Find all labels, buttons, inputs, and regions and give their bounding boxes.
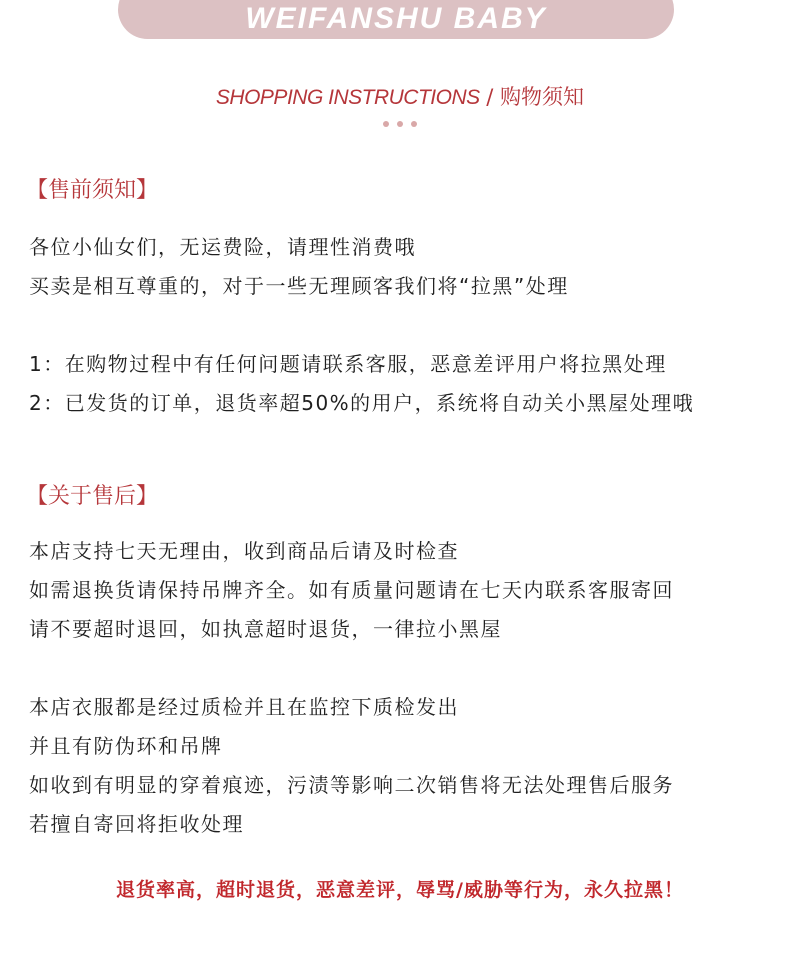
aftersale-line: 若擅自寄回将拒收处理 [29, 812, 244, 836]
brand-banner [118, 0, 674, 39]
aftersale-line: 请不要超时退回，如执意超时退货，一律拉小黑屋 [29, 617, 502, 641]
warning-notice: 退货率高，超时退货，恶意差评，辱骂/威胁等行为，永久拉黑！ [116, 879, 684, 901]
aftersale-line: 并且有防伪环和吊牌 [29, 734, 223, 758]
aftersale-line: 如需退换货请保持吊牌齐全。如有质量问题请在七天内联系客服寄回 [29, 578, 674, 602]
dot-icon [383, 121, 389, 127]
section-title-presale: 【售前须知】 [26, 178, 159, 203]
dot-icon [397, 121, 403, 127]
subtitle-english: SHOPPING INSTRUCTIONS [215, 86, 480, 109]
dot-icon [411, 121, 417, 127]
aftersale-line: 如收到有明显的穿着痕迹，污渍等影响二次销售将无法处理售后服务 [29, 773, 674, 797]
section-title-aftersale: 【关于售后】 [26, 484, 159, 509]
decorative-dots [383, 121, 417, 129]
presale-line: 1：在购物过程中有任何问题请联系客服，恶意差评用户将拉黑处理 [29, 352, 667, 376]
aftersale-line: 本店衣服都是经过质检并且在监控下质检发出 [29, 695, 459, 719]
presale-line: 买卖是相互尊重的，对于一些无理顾客我们将“拉黑”处理 [29, 274, 569, 298]
brand-name: WEIFANSHU BABY [245, 2, 547, 35]
presale-line: 2：已发货的订单，退货率超50%的用户，系统将自动关小黑屋处理哦 [29, 391, 695, 415]
presale-line: 各位小仙女们，无运费险，请理性消费哦 [29, 235, 416, 259]
subtitle-separator: / [479, 85, 501, 109]
page-subtitle [0, 84, 800, 111]
aftersale-line: 本店支持七天无理由，收到商品后请及时检查 [29, 539, 459, 563]
subtitle-chinese: 购物须知 [500, 85, 585, 109]
